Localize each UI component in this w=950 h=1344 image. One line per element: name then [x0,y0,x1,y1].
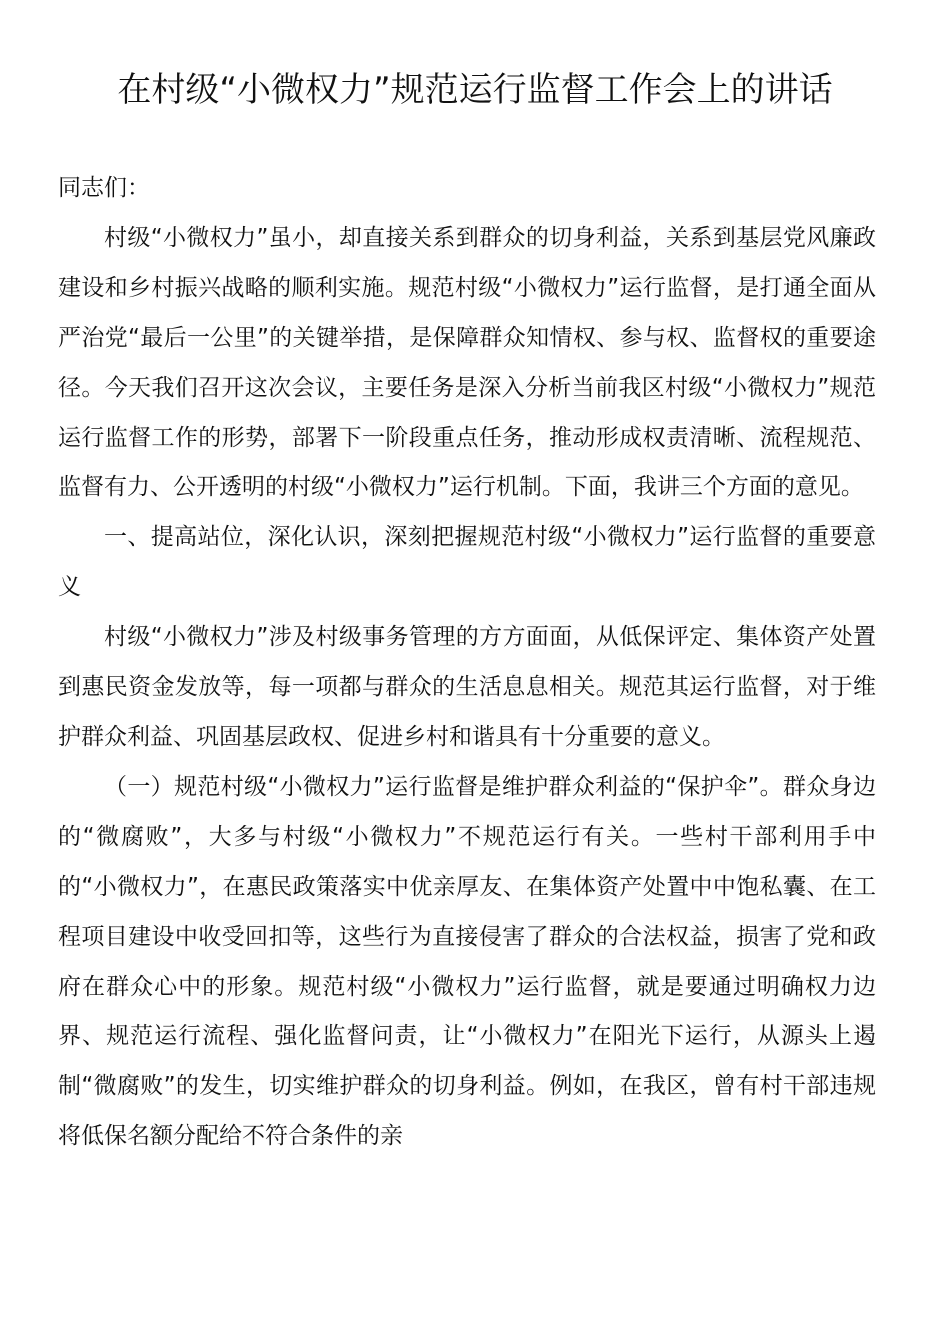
document-title: 在村级“小微权力”规范运行监督工作会上的讲话 [117,70,833,110]
paragraph-subsection-one: （一）规范村级“小微权力”运行监督是维护群众利益的“保护伞”。群众身边的“微腐败”，大多与村级“小微权力”不规范运行有关。一些村干部利用手中的“小微权力”，在惠民政策落实中优亲厚友、在集体资产处置中中饱私囊、在工程项目建设中收受回扣等，这些行为直接侵害了群众的合法权益，损害了党和政府在群众心中的形象。规范村级“小微权力”运行监督，就是要通过明确权力边界、规范运行流程、强化监督问责，让“小微权力”在阳光下运行，从源头上遏制“微腐败”的发生，切实维护群众的切身利益。例如，在我区，曾有村干部违规将低保名额分配给不符合条件的亲 [58,773,876,1150]
salutation: 同志们： [58,175,150,201]
document-body [58,164,876,1162]
paragraph-intro: 村级“小微权力”虽小，却直接关系到群众的切身利益，关系到基层党风廉政建设和乡村振兴战略的顺利实施。规范村级“小微权力”运行监督，是打通全面从严治党“最后一公里”的关键举措，是保障群众知情权、参与权、监督权的重要途径。今天我们召开这次会议，主要任务是深入分析当前我区村级“小微权力”规范运行监督工作的形势，部署下一阶段重点任务，推动形成权责清晰、流程规范、监督有力、公开透明的村级“小微权力”运行机制。下面，我讲三个方面的意见。 [58,224,876,501]
paragraph-significance: 村级“小微权力”涉及村级事务管理的方方面面，从低保评定、集体资产处置到惠民资金发放等，每一项都与群众的生活息息相关。规范其运行监督，对于维护群众利益、巩固基层政权、促进乡村和谐具有十分重要的意义。 [58,624,876,750]
section-heading-one: 一、提高站位，深化认识，深刻把握规范村级“小微权力”运行监督的重要意义 [58,524,876,601]
